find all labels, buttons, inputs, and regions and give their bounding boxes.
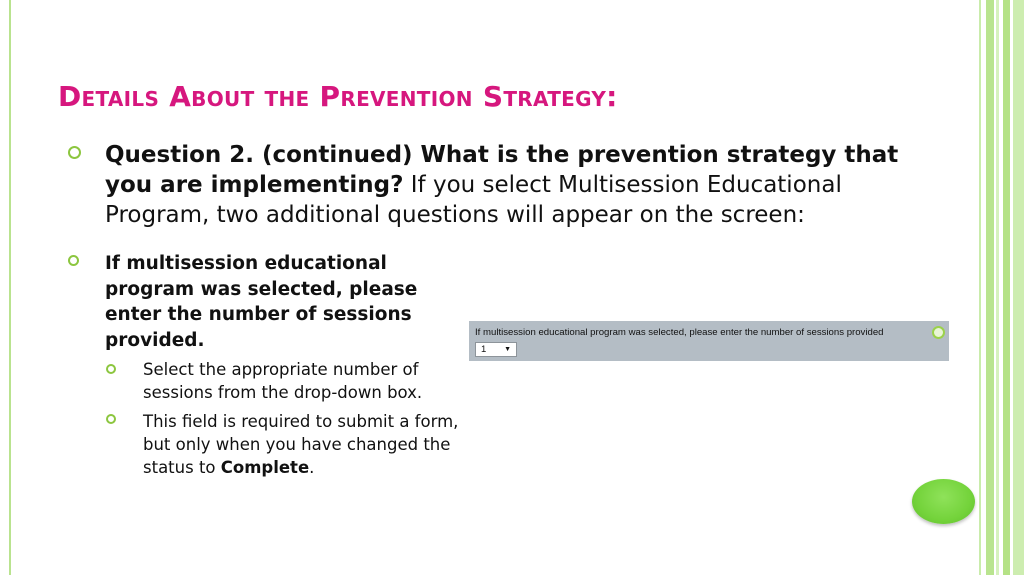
sessions-field-label: If multisession educational program was selected, please enter the number of sessions provided — [475, 327, 884, 338]
form-screenshot-panel — [469, 321, 949, 361]
sessions-dropdown[interactable] — [475, 342, 517, 357]
right-decor-stripe — [1013, 0, 1024, 575]
bullet-ring-icon — [68, 146, 81, 159]
multisession-bullet: If multisession educational program was selected, please enter the number of sessions provided. — [105, 253, 418, 351]
triangle-down-icon: ▼ — [504, 346, 511, 353]
right-decor-stripe — [1003, 0, 1010, 575]
slide-title: Details About the Prevention Strategy: — [58, 80, 618, 113]
complete-status: Complete — [220, 458, 310, 477]
sub-bullet-required — [143, 410, 463, 479]
sub-bullet-select: Select the appropriate number of sessions from the drop-down box. — [143, 360, 423, 402]
left-decor-line — [9, 0, 11, 575]
right-decor-stripe — [979, 0, 981, 575]
bullet-ring-icon — [68, 255, 79, 266]
help-ring-icon[interactable] — [932, 326, 945, 339]
period: . — [309, 458, 315, 477]
decorative-green-circle — [912, 479, 975, 524]
sessions-dropdown-value: 1 — [481, 344, 487, 355]
question-bullet — [105, 140, 905, 230]
sub-bullet-ring-icon — [106, 414, 116, 424]
question-text: Question 2. (continued) What is the prevention strategy that you are implementing? — [105, 142, 899, 198]
sub-bullet-ring-icon — [106, 364, 116, 374]
required-text: This field is required to submit a form, but only when you have changed the status to — [143, 412, 459, 477]
question-detail: If you select Multisession Educational Program, two additional questions will appear on the screen: — [105, 172, 842, 228]
right-decor-stripe — [986, 0, 994, 575]
right-decor-stripe — [996, 0, 999, 575]
